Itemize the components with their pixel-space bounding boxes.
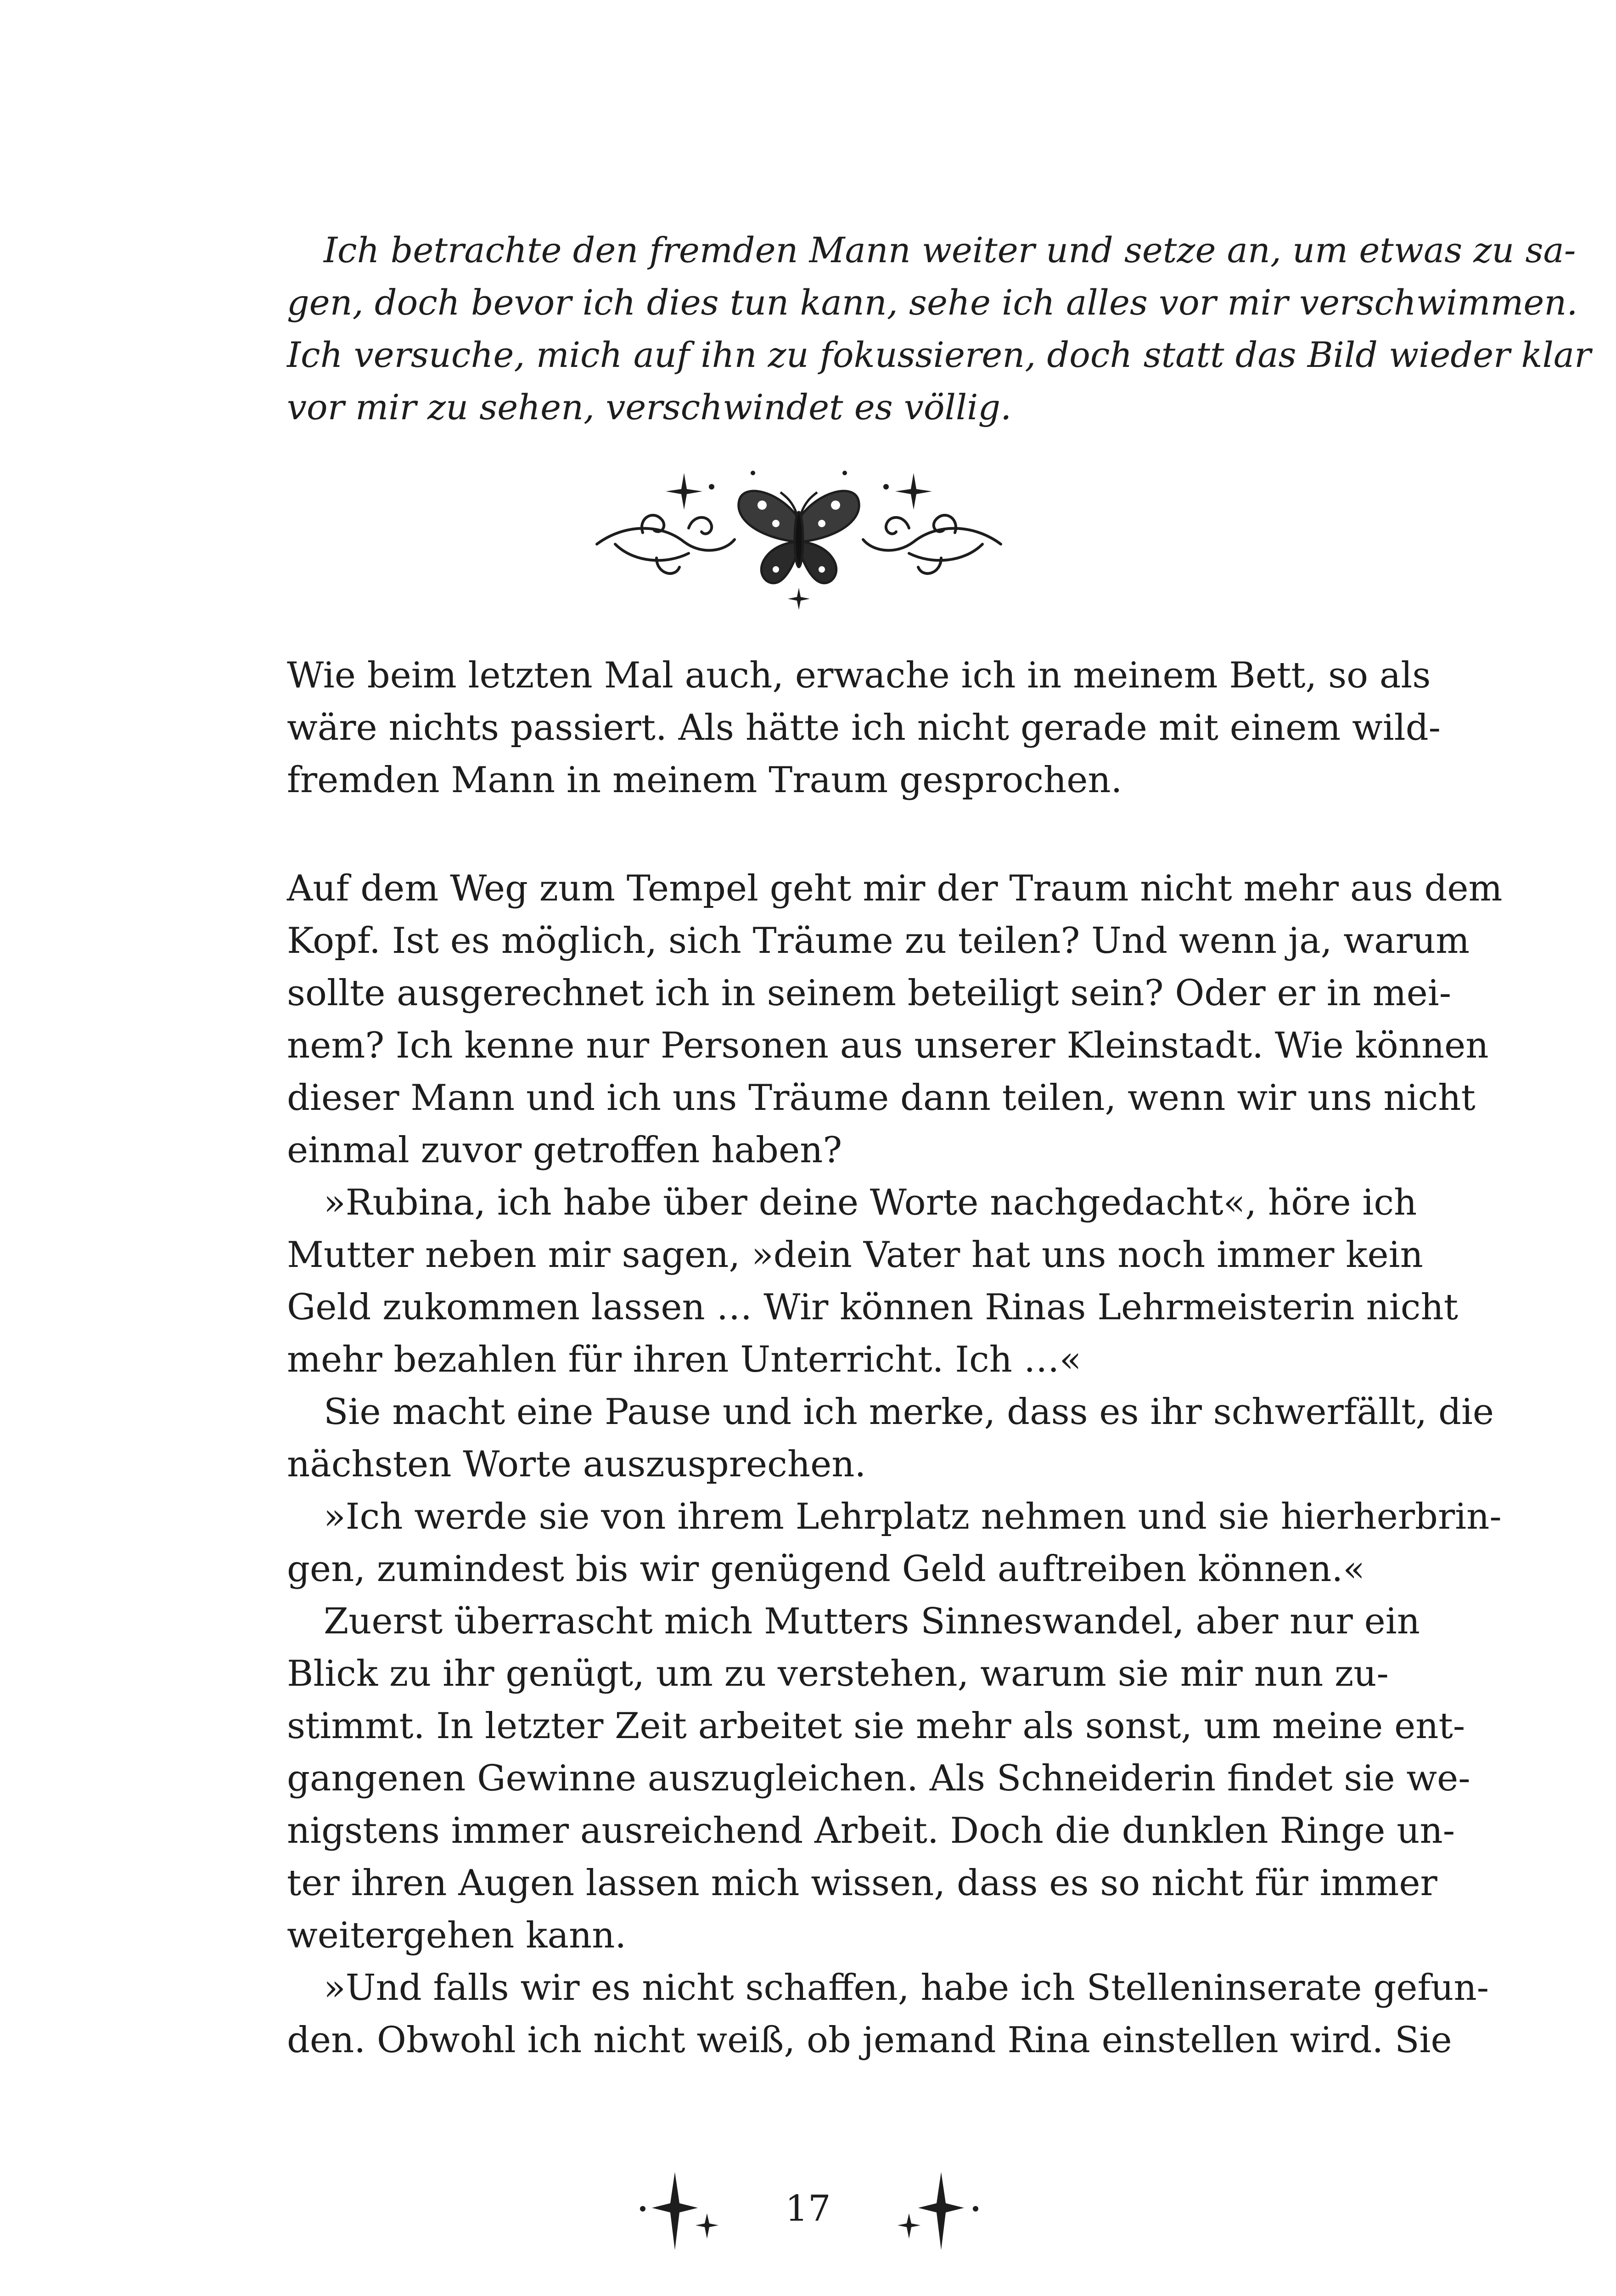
text-line: gangenen Gewinne auszugleichen. Als Schneiderin findet sie we- (287, 1758, 1470, 1799)
text-line: einmal zuvor getroffen haben? (287, 1130, 842, 1171)
text-line: sollte ausgerechnet ich in seinem beteiligt sein? Oder er in mei- (287, 973, 1452, 1014)
text-line: Wie beim letzten Mal auch, erwache ich in meinem Bett, so als (287, 655, 1431, 696)
butterfly-flourish-icon (588, 464, 1010, 611)
text-line: Auf dem Weg zum Tempel geht mir der Traum nicht mehr aus dem (287, 868, 1503, 909)
text-line: Zuerst überrascht mich Mutters Sinneswandel, aber nur ein (324, 1601, 1420, 1642)
text-line: stimmt. In letzter Zeit arbeitet sie mehr als sonst, um meine ent- (287, 1705, 1465, 1747)
text-line: vor mir zu sehen, verschwindet es völlig. (287, 387, 1012, 428)
text-line: »Ich werde sie von ihrem Lehrplatz nehmen und sie hierherbrin- (324, 1496, 1502, 1537)
text-line: ter ihren Augen lassen mich wissen, dass es so nicht für immer (287, 1863, 1437, 1904)
text-line: nächsten Worte auszusprechen. (287, 1444, 866, 1485)
text-line: nigstens immer ausreichend Arbeit. Doch die dunklen Ringe un- (287, 1810, 1455, 1851)
text-line: gen, zumindest bis wir genügend Geld auftreiben können.« (287, 1548, 1365, 1590)
text-line: den. Obwohl ich nicht weiß, ob jemand Rina einstellen wird. Sie (287, 2020, 1452, 2061)
text-line: Mutter neben mir sagen, »dein Vater hat uns noch immer kein (287, 1234, 1423, 1276)
section-2 (287, 862, 1503, 2066)
text-line: gen, doch bevor ich dies tun kann, sehe ich alles vor mir verschwimmen. (287, 282, 1578, 323)
text-line: Blick zu ihr genügt, um zu verstehen, warum sie mir nun zu- (287, 1653, 1389, 1694)
text-line: »Rubina, ich habe über deine Worte nachgedacht«, höre ich (324, 1182, 1417, 1223)
text-line: »Und falls wir es nicht schaffen, habe ich Stelleninserate gefun- (324, 1967, 1489, 2009)
text-line: weitergehen kann. (287, 1915, 627, 1956)
text-line: fremden Mann in meinem Traum gesprochen. (287, 760, 1122, 801)
page-number: 17 (785, 2188, 831, 2229)
text-line: wäre nichts passiert. Als hätte ich nicht gerade mit einem wild- (287, 707, 1441, 748)
text-line: Geld zukommen lassen … Wir können Rinas Lehrmeisterin nicht (287, 1287, 1459, 1328)
text-line: Kopf. Ist es möglich, sich Träume zu teilen? Und wenn ja, warum (287, 920, 1470, 962)
text-line: nem? Ich kenne nur Personen aus unserer Kleinstadt. Wie können (287, 1025, 1489, 1066)
text-line: dieser Mann und ich uns Träume dann teilen, wenn wir uns nicht (287, 1077, 1476, 1119)
text-line: Ich betrachte den fremden Mann weiter und setze an, um etwas zu sa- (324, 230, 1576, 270)
page-footer (634, 2167, 982, 2259)
section-1 (287, 649, 1441, 806)
text-line: Sie macht eine Pause und ich merke, dass es ihr schwerfällt, die (324, 1391, 1494, 1433)
text-line: mehr bezahlen für ihren Unterricht. Ich …« (287, 1339, 1082, 1380)
text-line: Ich versuche, mich auf ihn zu fokussieren, doch statt das Bild wieder klar (287, 334, 1591, 375)
dream-paragraph (287, 224, 1591, 433)
